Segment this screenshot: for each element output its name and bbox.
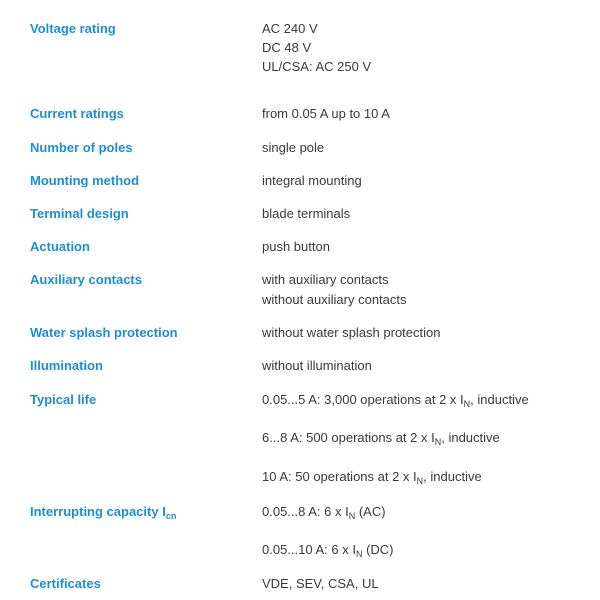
spec-value-current-ratings: from 0.05 A up to 10 A <box>262 106 390 121</box>
spec-value-water-splash-protection: without water splash protection <box>262 325 441 340</box>
spec-value-voltage-ulcsa: UL/CSA: AC 250 V <box>262 59 372 74</box>
spec-value-auxiliary-with: with auxiliary contacts <box>262 272 389 287</box>
spec-label-actuation: Actuation <box>30 239 90 254</box>
spec-value-certificates: VDE, SEV, CSA, UL <box>262 576 379 591</box>
spec-value-terminal-design: blade terminals <box>262 206 351 221</box>
spec-value-voltage-dc: DC 48 V <box>262 40 312 55</box>
spec-label-mounting-method: Mounting method <box>30 173 140 188</box>
spec-label-auxiliary-contacts: Auxiliary contacts <box>30 272 142 287</box>
spec-label-typical-life: Typical life <box>30 392 97 407</box>
spec-label-current-ratings: Current ratings <box>30 106 124 121</box>
spec-value-typical-life-3: 10 A: 50 operations at 2 x $I_N$, inductive <box>262 469 482 486</box>
spec-value-number-of-poles: single pole <box>262 140 325 155</box>
spec-label-voltage-rating: Voltage rating <box>30 21 116 36</box>
spec-label-certificates: Certificates <box>30 576 101 591</box>
spec-value-voltage-ac: AC 240 V <box>262 21 318 36</box>
spec-value-illumination: without illumination <box>262 358 372 373</box>
spec-value-interrupting-ac: 0.05...8 A: 6 x $I_N$ (AC) <box>262 504 386 521</box>
spec-value-interrupting-dc: 0.05...10 A: 6 x $I_N$ (DC) <box>262 542 394 559</box>
spec-value-typical-life-2: 6...8 A: 500 operations at 2 x $I_N$, inductive <box>262 430 500 447</box>
spec-label-water-splash-protection: Water splash protection <box>30 325 178 340</box>
spec-value-actuation: push button <box>262 239 330 254</box>
spec-label-illumination: Illumination <box>30 358 103 373</box>
spec-value-mounting-method: integral mounting <box>262 173 362 188</box>
spec-label-number-of-poles: Number of poles <box>30 140 133 155</box>
spec-label-terminal-design: Terminal design <box>30 206 129 221</box>
spec-value-auxiliary-without: without auxiliary contacts <box>262 292 407 307</box>
spec-label-interrupting-capacity: Interrupting capacity $I_{cn}$ <box>30 504 177 521</box>
spec-value-typical-life-1: 0.05...5 A: 3,000 operations at 2 x $I_N$, inductive <box>262 392 529 409</box>
